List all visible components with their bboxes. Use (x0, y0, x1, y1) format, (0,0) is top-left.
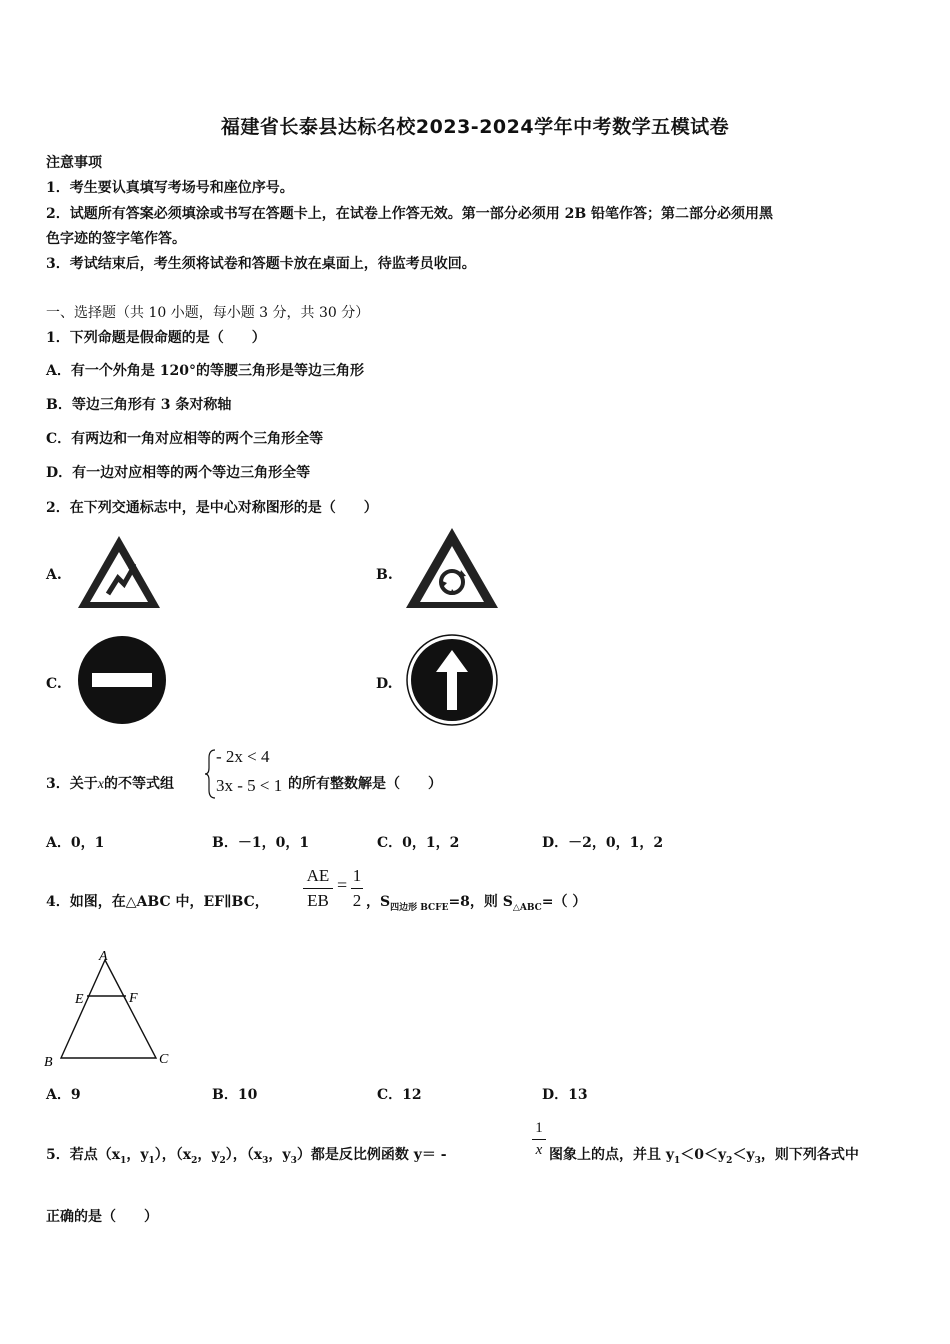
q5-stem-part1 (46, 1144, 447, 1166)
q4-option-b: B．10 (212, 1087, 258, 1103)
q5-sub3: 2 (191, 1155, 198, 1166)
q5-t3: ），（x (154, 1147, 192, 1163)
q3-inequality-2: 3x - 5 < 1 (216, 776, 283, 795)
q4-equals: = (337, 875, 348, 895)
q5-t8: 图象上的点，并且 y (549, 1147, 675, 1163)
q5-stem-line2: 正确的是（ ） (46, 1209, 158, 1225)
q4-frac2-den: 2 (352, 891, 362, 910)
notice-line-2b: 色字迹的签字笔作答。 (46, 231, 186, 247)
q5-fraction (532, 1118, 546, 1161)
q3-prefix: 3．关于 (46, 776, 98, 792)
q5-t10: ＜y (732, 1147, 755, 1163)
vertex-label-c: C (159, 1052, 169, 1067)
q5-sub8: 2 (726, 1155, 733, 1166)
q4-mid: ，S (366, 894, 391, 910)
q3-option-c: C．0，1，2 (377, 835, 460, 851)
q4-fraction-ae-eb (303, 864, 333, 913)
q4-suffix: =（ ） (541, 894, 587, 910)
q1-option-d: D．有一边对应相等的两个等边三角形全等 (46, 465, 311, 481)
section-heading: 一、选择题（共 10 小题，每小题 3 分，共 30 分） (46, 305, 370, 321)
q5-sub5: 3 (262, 1155, 269, 1166)
q4-frac1-den: EB (307, 891, 329, 910)
triangle-figure (40, 946, 180, 1072)
q5-t11: ，则下列各式中 (760, 1147, 859, 1163)
q4-option-a: A．9 (46, 1087, 81, 1103)
q5-stem-part2 (549, 1144, 859, 1166)
notice-line-3: 3．考试结束后，考生须将试卷和答题卡放在桌面上，待监考员收回。 (46, 256, 476, 272)
q3-option-b: B．－1，0，1 (212, 835, 310, 851)
vertex-label-f: F (129, 991, 138, 1006)
q3-option-d: D．－2，0，1，2 (542, 835, 664, 851)
q1-stem: 1．下列命题是假命题的是（ ） (46, 330, 266, 346)
q4-fraction-half (351, 864, 363, 913)
q4-option-c: C．12 (377, 1087, 422, 1103)
q3-mid: 的不等式组 (103, 776, 174, 792)
q5-sub9: 3 (754, 1155, 761, 1166)
zigzag-sign-icon (74, 530, 164, 612)
q4-sub-quad: 四边形 BCFE (390, 902, 449, 913)
vertex-label-a: A (99, 949, 108, 964)
q3-stem (46, 773, 174, 793)
notice-line-2a: 2．试题所有答案必须填涂或书写在答题卡上，在试卷上作答无效。第一部分必须用 2B 铅笔作答；第二部分必须用黑 (46, 206, 774, 222)
q5-sub2: 1 (148, 1155, 155, 1166)
q4-rest (366, 891, 586, 913)
q5-frac-num: 1 (532, 1118, 546, 1140)
q3-variable: x (97, 777, 104, 792)
roundabout-sign-icon (404, 524, 500, 612)
q1-option-b: B．等边三角形有 3 条对称轴 (46, 397, 232, 413)
q2-option-b-label: B. (376, 567, 393, 583)
q1-option-c: C．有两边和一角对应相等的两个三角形全等 (46, 431, 324, 447)
q5-t6: ，y (268, 1147, 291, 1163)
vertex-label-b: B (44, 1055, 53, 1070)
q4-sub-triangle: △ABC (512, 902, 542, 913)
q2-option-d-label: D. (376, 676, 393, 692)
q1-option-a: A．有一个外角是 120°的等腰三角形是等边三角形 (46, 363, 364, 379)
q4-frac2-num: 1 (351, 864, 363, 889)
q2-stem: 2．在下列交通标志中，是中心对称图形的是（ ） (46, 500, 378, 516)
q5-t4: ，y (197, 1147, 220, 1163)
q5-t1: 5．若点（x (46, 1147, 121, 1163)
no-entry-sign-icon (76, 634, 168, 726)
q5-sub7: 1 (674, 1155, 681, 1166)
q2-option-c-label: C. (46, 676, 62, 692)
notice-line-1: 1．考生要认真填写考场号和座位序号。 (46, 180, 294, 196)
q3-suffix: 的所有整数解是（ ） (288, 776, 442, 792)
q2-option-a-label: A. (46, 567, 62, 583)
q4-option-d: D．13 (542, 1087, 588, 1103)
page-title: 福建省长泰县达标名校2023-2024学年中考数学五模试卷 (220, 116, 730, 138)
vertex-label-e: E (75, 992, 84, 1007)
q5-sub4: 2 (219, 1155, 226, 1166)
notice-heading: 注意事项 (46, 155, 102, 171)
q5-t7: ）都是反比例函数 y＝ - (296, 1147, 447, 1163)
q5-frac-den: x (535, 1142, 543, 1158)
q5-t5: ），（x (225, 1147, 263, 1163)
q5-sub1: 1 (120, 1155, 127, 1166)
q5-t2: ，y (126, 1147, 149, 1163)
q5-t9: ＜0＜y (680, 1147, 727, 1163)
q4-mid2: =8，则 S (448, 894, 513, 910)
straight-ahead-sign-icon (406, 634, 498, 726)
q3-option-a: A．0，1 (46, 835, 105, 851)
q4-frac1-num: AE (303, 864, 333, 889)
q5-sub6: 3 (290, 1155, 297, 1166)
q3-inequality-1: - 2x < 4 (216, 747, 270, 766)
q4-prefix: 4．如图，在△ABC 中，EF∥BC， (46, 894, 269, 910)
